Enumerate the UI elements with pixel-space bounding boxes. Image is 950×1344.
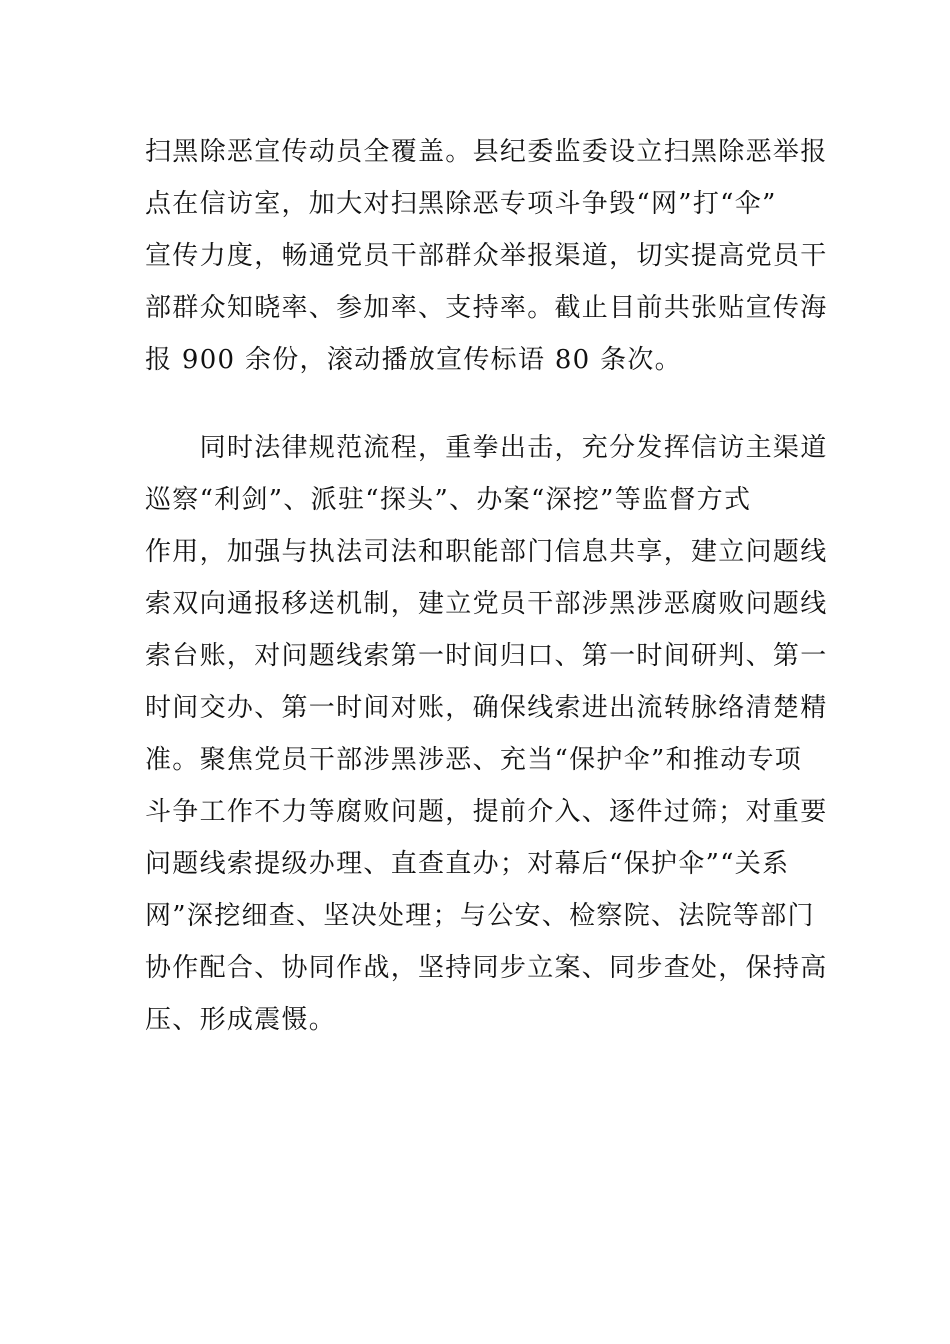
paragraph-1-line: 报 900 余份，滚动播放宣传标语 80 条次。 xyxy=(145,345,682,375)
paragraph-1 xyxy=(145,126,828,386)
paragraph-2-line: 作用，加强与执法司法和职能部门信息共享，建立问题线 xyxy=(145,537,828,567)
paragraph-2-line: 巡察“利剑”、派驻“探头”、办案“深挖”等监督方式 xyxy=(145,485,752,515)
paragraph-1-line: 宣传力度，畅通党员干部群众举报渠道，切实提高党员干 xyxy=(145,241,828,271)
paragraph-2-line: 压、形成震慑。 xyxy=(145,1005,337,1035)
paragraph-1-line: 点在信访室，加大对扫黑除恶专项斗争毁“网”打“伞” xyxy=(145,189,777,219)
paragraph-2-line: 同时法律规范流程，重拳出击，充分发挥信访主渠道 xyxy=(145,433,828,463)
paragraph-2-line: 时间交办、第一时间对账，确保线索进出流转脉络清楚精 xyxy=(145,693,828,723)
paragraph-2-line: 协作配合、协同作战，坚持同步立案、同步查处，保持高 xyxy=(145,953,828,983)
paragraph-2-line: 斗争工作不力等腐败问题，提前介入、逐件过筛；对重要 xyxy=(145,797,828,827)
paragraph-2-line: 索台账，对问题线索第一时间归口、第一时间研判、第一 xyxy=(145,641,828,671)
paragraph-2-line: 问题线索提级办理、直查直办；对幕后“保护伞”“关系 xyxy=(145,849,790,879)
paragraph-2 xyxy=(145,422,828,1046)
paragraph-2-line: 索双向通报移送机制，建立党员干部涉黑涉恶腐败问题线 xyxy=(145,589,828,619)
paragraph-1-line: 扫黑除恶宣传动员全覆盖。县纪委监委设立扫黑除恶举报 xyxy=(145,137,828,167)
paragraph-1-line: 部群众知晓率、参加率、支持率。截止目前共张贴宣传海 xyxy=(145,293,828,323)
paragraph-2-line: 网”深挖细查、坚决处理；与公安、检察院、法院等部门 xyxy=(145,901,815,931)
paragraph-2-line: 准。聚焦党员干部涉黑涉恶、充当“保护伞”和推动专项 xyxy=(145,745,803,775)
